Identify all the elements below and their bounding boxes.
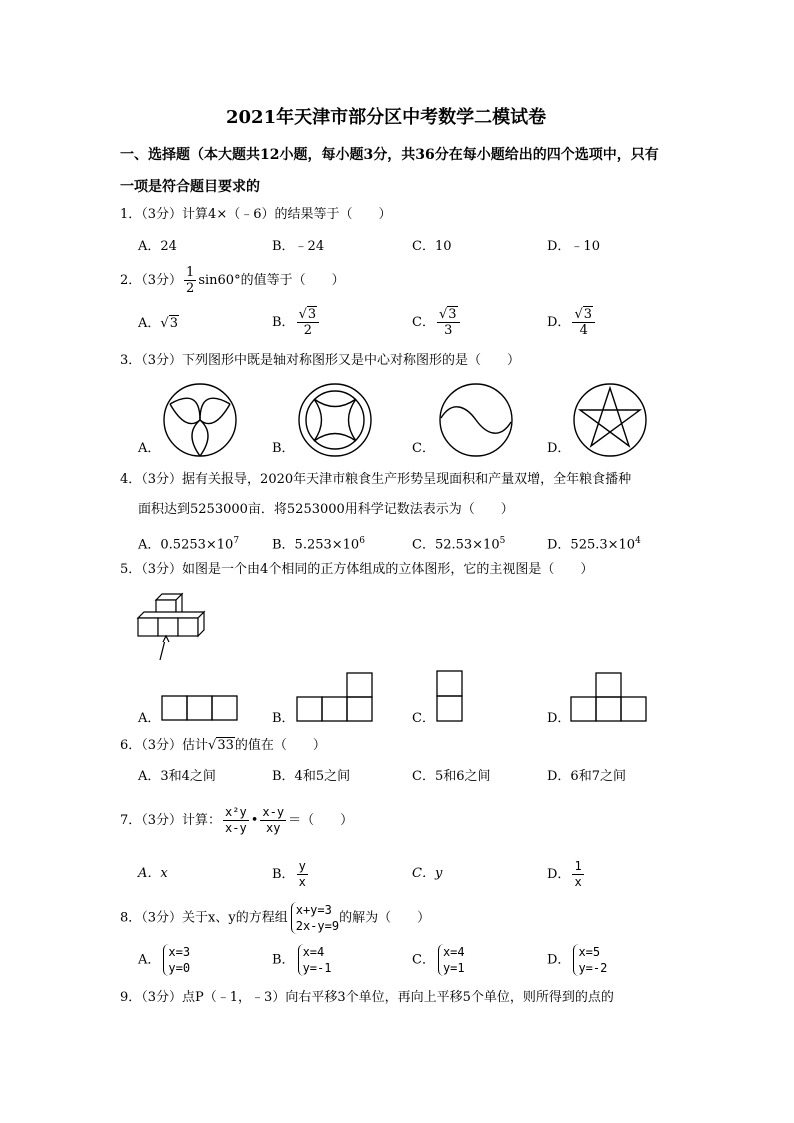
q2-option-c: C． $\frac{√3}{3}$ <box>412 307 462 338</box>
q6-option-b: B．4和5之间 <box>272 769 351 784</box>
q2-half: $\frac{1}{2}$ <box>186 265 195 296</box>
q5-option-c-view <box>436 670 464 724</box>
q1-stem: 1．（3分）计算4×（﹣6）的结果等于（ ） <box>120 207 392 222</box>
q7-option-c: C．y <box>412 866 443 881</box>
q7-option-b: B． $\frac{y}{x}$ <box>272 859 306 889</box>
section-heading-cont: 一项是符合题目要求的 <box>120 179 260 195</box>
q7-option-a: A．x <box>138 866 168 881</box>
q7-option-d: D． $\frac{1}{x}$ <box>547 859 582 889</box>
q1-option-a: A．24 <box>138 239 177 254</box>
q3-figure-d-pentagram <box>572 382 648 458</box>
q2-tail: sin60°的值等于（ ） <box>198 273 345 288</box>
q6-option-c: C．5和6之间 <box>412 769 491 784</box>
section-heading: 一、选择题（本大题共12小题，每小题3分，共36分在每小题给出的四个选项中，只有 <box>120 147 659 163</box>
q9-stem: 9．（3分）点P（﹣1，﹣3）向右平移3个单位，再向上平移5个单位，则所得到的点的 <box>120 990 614 1005</box>
page-title: 2021年天津市部分区中考数学二模试卷 <box>226 107 547 128</box>
q6-stem: 6．（3分）估计√33的值在（ ） <box>120 738 326 753</box>
q4-option-b: B．$5.253\times 10^6$ <box>272 536 365 553</box>
q2-option-a: A．√3 <box>138 316 178 331</box>
q3-option-d-label: D． <box>547 441 571 456</box>
q5-option-b-label: B． <box>272 711 295 726</box>
q4-option-a: A．$0.5253\times 10^7$ <box>138 536 240 553</box>
q3-option-c-label: C． <box>412 441 435 456</box>
q1-option-b: B．﹣24 <box>272 239 325 254</box>
q8-stem: 8．（3分）关于x、y的方程组 x+y=3 2x-y=9 的解为（ ） <box>120 903 431 933</box>
q5-cube-solid-figure <box>134 590 214 662</box>
q5-stem: 5．（3分）如图是一个由4个相同的正方体组成的立体图形，它的主视图是（ ） <box>120 562 594 577</box>
q8-option-c: C． x=4 y=1 <box>412 945 465 975</box>
q4-option-d: D．$525.3\times 10^4$ <box>547 536 641 553</box>
q8-option-d: D． x=5 y=-2 <box>547 945 608 975</box>
q4-stem-line2: 面积达到5253000亩．将5253000用科学记数法表示为（ ） <box>138 502 514 517</box>
q6-option-a: A．3和4之间 <box>138 769 216 784</box>
q3-figure-a-three-arcs <box>162 382 238 458</box>
q3-figure-c-s-curve <box>438 382 514 458</box>
q3-stem: 3．（3分）下列图形中既是轴对称图形又是中心对称图形的是（ ） <box>120 353 521 368</box>
q3-figure-b-concave-square <box>297 382 373 458</box>
q2-option-b: B． $\frac{√3}{2}$ <box>272 307 321 338</box>
q7-stem: 7．（3分）计算： $\frac{\text{x²y}}{x-y}$ • $\frac{x-y}{xy}$ ＝（ ） <box>120 805 354 835</box>
q2-number: 2．（3分） <box>120 273 183 288</box>
q4-option-c: C．$52.53\times 10^5$ <box>412 536 506 553</box>
q2-option-d: D． $\frac{√3}{4}$ <box>547 307 597 338</box>
q8-option-b: B． x=4 y=-1 <box>272 945 332 975</box>
q2-stem <box>120 265 345 296</box>
q5-option-c-label: C． <box>412 711 435 726</box>
q6-option-d: D．6和7之间 <box>547 769 626 784</box>
q5-option-d-view <box>570 672 648 724</box>
q1-option-d: D．﹣10 <box>547 239 600 254</box>
q5-option-a-label: A． <box>138 711 161 726</box>
q3-option-b-label: B． <box>272 441 295 456</box>
q1-option-c: C．10 <box>412 239 452 254</box>
q3-option-a-label: A． <box>138 441 161 456</box>
q5-option-d-label: D． <box>547 711 571 726</box>
q4-stem-line1: 4．（3分）据有关报导，2020年天津市粮食生产形势呈现面积和产量双增，全年粮食播种 <box>120 472 632 487</box>
q8-option-a: A． x=3 y=0 <box>138 945 191 975</box>
q5-option-b-view <box>296 672 374 724</box>
q5-option-a-view <box>161 695 239 723</box>
